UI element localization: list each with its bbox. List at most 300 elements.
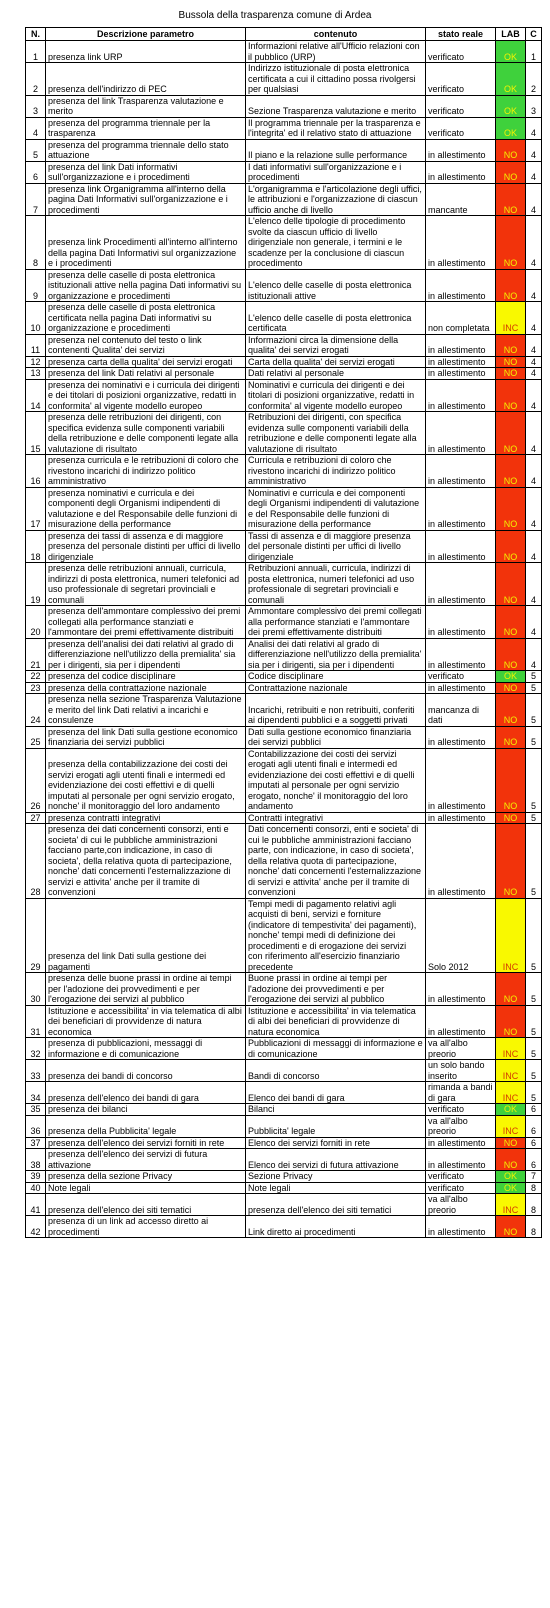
row-number: 21 xyxy=(26,638,46,671)
row-status: in allestimento xyxy=(426,1149,496,1171)
table-row xyxy=(26,694,542,727)
table-row xyxy=(26,379,542,412)
row-lab-status: OK xyxy=(496,1104,526,1116)
row-description: presenza della sezione Privacy xyxy=(46,1171,246,1183)
row-lab-status: NO xyxy=(496,824,526,899)
row-lab-status: NO xyxy=(496,606,526,639)
row-number: 36 xyxy=(26,1115,46,1137)
table-row xyxy=(26,1082,542,1104)
row-lab-status: NO xyxy=(496,183,526,216)
row-category: 5 xyxy=(526,824,542,899)
row-description: presenza del link Dati sulla gestione dei pagamenti xyxy=(46,898,246,973)
row-category: 5 xyxy=(526,898,542,973)
row-status: mancanza di dati xyxy=(426,694,496,727)
row-lab-status: NO xyxy=(496,726,526,748)
row-number: 32 xyxy=(26,1038,46,1060)
row-category: 8 xyxy=(526,1182,542,1194)
row-status: verificato xyxy=(426,1182,496,1194)
table-row xyxy=(26,563,542,606)
row-lab-status: NO xyxy=(496,161,526,183)
row-number: 42 xyxy=(26,1216,46,1238)
table-row xyxy=(26,139,542,161)
row-content: L'elenco delle caselle di posta elettronica istituzionali attive xyxy=(246,269,426,302)
row-number: 37 xyxy=(26,1137,46,1149)
row-status: verificato xyxy=(426,95,496,117)
row-category: 4 xyxy=(526,356,542,368)
row-number: 30 xyxy=(26,973,46,1006)
row-status: in allestimento xyxy=(426,334,496,356)
row-category: 5 xyxy=(526,1005,542,1038)
row-status: non completata xyxy=(426,302,496,335)
row-category: 6 xyxy=(526,1104,542,1116)
row-number: 1 xyxy=(26,41,46,63)
transparency-table xyxy=(25,27,542,1238)
row-category: 5 xyxy=(526,671,542,683)
row-lab-status: NO xyxy=(496,530,526,563)
row-category: 4 xyxy=(526,638,542,671)
row-lab-status: OK xyxy=(496,63,526,96)
row-status: verificato xyxy=(426,117,496,139)
row-category: 3 xyxy=(526,95,542,117)
row-description: presenza del programma triennale per la trasparenza xyxy=(46,117,246,139)
row-status: in allestimento xyxy=(426,530,496,563)
row-content: Analisi dei dati relativi al grado di differenziazione nell'utilizzo della premialita' sia per i dirigenti, sia per i dipendenti xyxy=(246,638,426,671)
row-description: presenza del link Dati relativi al personale xyxy=(46,368,246,380)
table-row xyxy=(26,606,542,639)
row-description: presenza dell'analisi dei dati relativi al grado di differenziazione nell'utilizzo della premialita' sia per i dirigenti, sia per i dipendenti xyxy=(46,638,246,671)
row-status: in allestimento xyxy=(426,412,496,455)
table-row xyxy=(26,334,542,356)
row-content: Nominativi e curricula dei dirigenti e dei titolari di posizioni organizzative, redatti in conformita' al vigente modello europeo xyxy=(246,379,426,412)
row-lab-status: OK xyxy=(496,117,526,139)
row-description: presenza nominativi e curricula e dei componenti degli Organismi indipendenti di valutazione e del Responsabile delle funzioni di misurazione della performance xyxy=(46,487,246,530)
row-description: presenza del programma triennale dello stato attuazione xyxy=(46,139,246,161)
row-category: 5 xyxy=(526,1082,542,1104)
row-content: I dati informativi sull'organizzazione e i procedimenti xyxy=(246,161,426,183)
row-content: Contrattazione nazionale xyxy=(246,682,426,694)
row-number: 24 xyxy=(26,694,46,727)
row-content: Bilanci xyxy=(246,1104,426,1116)
row-lab-status: NO xyxy=(496,748,526,812)
row-category: 4 xyxy=(526,334,542,356)
row-content: Carta della qualita' dei servizi erogati xyxy=(246,356,426,368)
row-number: 34 xyxy=(26,1082,46,1104)
row-number: 33 xyxy=(26,1060,46,1082)
row-category: 5 xyxy=(526,694,542,727)
row-lab-status: NO xyxy=(496,487,526,530)
row-lab-status: NO xyxy=(496,638,526,671)
row-lab-status: INC xyxy=(496,898,526,973)
row-description: presenza carta della qualita' dei servizi erogati xyxy=(46,356,246,368)
row-number: 39 xyxy=(26,1171,46,1183)
row-category: 7 xyxy=(526,1171,542,1183)
row-number: 31 xyxy=(26,1005,46,1038)
row-number: 19 xyxy=(26,563,46,606)
table-row xyxy=(26,161,542,183)
row-category: 4 xyxy=(526,412,542,455)
row-description: Istituzione e accessibilita' in via telematica di albi dei beneficiari di provvidenze di natura economica xyxy=(46,1005,246,1038)
row-number: 25 xyxy=(26,726,46,748)
row-category: 6 xyxy=(526,1149,542,1171)
row-content: Istituzione e accessibilita' in via telematica di albi dei beneficiari di provvidenze di natura economica xyxy=(246,1005,426,1038)
row-content: L'elenco delle caselle di posta elettronica certificata xyxy=(246,302,426,335)
row-content: Sezione Privacy xyxy=(246,1171,426,1183)
table-header-row xyxy=(26,28,542,41)
row-lab-status: NO xyxy=(496,269,526,302)
row-content: Indirizzo istituzionale di posta elettronica certificata a cui il cittadino possa rivolgersi per qualsiasi xyxy=(246,63,426,96)
header-description: Descrizione parametro xyxy=(46,28,246,41)
row-category: 4 xyxy=(526,117,542,139)
row-status: in allestimento xyxy=(426,161,496,183)
row-status: verificato xyxy=(426,41,496,63)
row-description: presenza contratti integrativi xyxy=(46,812,246,824)
table-row xyxy=(26,530,542,563)
row-description: presenza della Pubblicita' legale xyxy=(46,1115,246,1137)
row-number: 9 xyxy=(26,269,46,302)
row-content: Tempi medi di pagamento relativi agli acquisti di beni, servizi e forniture (indicatore di tempestivita' dei pagamenti), nonche' tempi medi di definizione dei procedimenti e di erogazione dei servizi con riferimento all'esercizio finanziario precedente xyxy=(246,898,426,973)
table-row xyxy=(26,216,542,270)
row-number: 35 xyxy=(26,1104,46,1116)
row-number: 15 xyxy=(26,412,46,455)
row-description: presenza delle caselle di posta elettronica certificata nella pagina Dati informativi su organizzazione e procedimenti xyxy=(46,302,246,335)
row-description: presenza delle buone prassi in ordine ai tempi per l'adozione dei provvedimenti e per l'erogazione dei servizi al pubblico xyxy=(46,973,246,1006)
row-number: 41 xyxy=(26,1194,46,1216)
row-status: verificato xyxy=(426,1104,496,1116)
row-number: 10 xyxy=(26,302,46,335)
row-category: 4 xyxy=(526,606,542,639)
row-category: 4 xyxy=(526,183,542,216)
row-lab-status: OK xyxy=(496,95,526,117)
table-row xyxy=(26,183,542,216)
row-lab-status: NO xyxy=(496,973,526,1006)
row-status: verificato xyxy=(426,1171,496,1183)
row-status: in allestimento xyxy=(426,139,496,161)
row-number: 14 xyxy=(26,379,46,412)
table-row xyxy=(26,63,542,96)
row-category: 4 xyxy=(526,269,542,302)
row-status: in allestimento xyxy=(426,748,496,812)
table-row xyxy=(26,824,542,899)
row-status: in allestimento xyxy=(426,1216,496,1238)
row-content: presenza dell'elenco dei siti tematici xyxy=(246,1194,426,1216)
row-description: presenza dell'elenco dei servizi di futura attivazione xyxy=(46,1149,246,1171)
row-lab-status: NO xyxy=(496,455,526,488)
row-description: presenza dell'elenco dei bandi di gara xyxy=(46,1082,246,1104)
row-number: 38 xyxy=(26,1149,46,1171)
row-description: presenza del link Trasparenza valutazione e merito xyxy=(46,95,246,117)
table-row xyxy=(26,726,542,748)
row-status: in allestimento xyxy=(426,812,496,824)
row-lab-status: NO xyxy=(496,694,526,727)
row-status: mancante xyxy=(426,183,496,216)
row-category: 5 xyxy=(526,812,542,824)
table-row xyxy=(26,1137,542,1149)
row-number: 28 xyxy=(26,824,46,899)
row-category: 4 xyxy=(526,530,542,563)
row-lab-status: NO xyxy=(496,682,526,694)
row-description: presenza nella sezione Trasparenza Valutazione e merito del link Dati relativi a incarichi e consulenze xyxy=(46,694,246,727)
row-number: 4 xyxy=(26,117,46,139)
row-category: 5 xyxy=(526,748,542,812)
row-category: 4 xyxy=(526,216,542,270)
row-description: presenza delle retribuzioni annuali, curricula, indirizzi di posta elettronica, numeri telefonici ad uso professionale di segretari provinciali e comunali xyxy=(46,563,246,606)
table-row xyxy=(26,356,542,368)
row-content: Il piano e la relazione sulle performance xyxy=(246,139,426,161)
row-lab-status: NO xyxy=(496,563,526,606)
table-row xyxy=(26,117,542,139)
row-description: presenza link Procedimenti all'interno all'interno della pagina Dati Informativi sul organizzazione e i procedimenti xyxy=(46,216,246,270)
row-category: 5 xyxy=(526,1038,542,1060)
row-number: 18 xyxy=(26,530,46,563)
header-content: contenuto xyxy=(246,28,426,41)
row-category: 4 xyxy=(526,161,542,183)
row-lab-status: INC xyxy=(496,1060,526,1082)
table-row xyxy=(26,1149,542,1171)
table-row xyxy=(26,1060,542,1082)
row-lab-status: NO xyxy=(496,812,526,824)
table-row xyxy=(26,671,542,683)
table-row xyxy=(26,638,542,671)
row-status: verificato xyxy=(426,671,496,683)
row-lab-status: INC xyxy=(496,1038,526,1060)
row-lab-status: NO xyxy=(496,412,526,455)
row-description: presenza curricula e le retribuzioni di coloro che rivestono incarichi di indirizzo politico amministrativo xyxy=(46,455,246,488)
row-status: va all'albo preorio xyxy=(426,1038,496,1060)
row-category: 5 xyxy=(526,973,542,1006)
row-number: 8 xyxy=(26,216,46,270)
row-number: 20 xyxy=(26,606,46,639)
row-lab-status: OK xyxy=(496,1182,526,1194)
table-row xyxy=(26,812,542,824)
row-number: 27 xyxy=(26,812,46,824)
row-lab-status: NO xyxy=(496,334,526,356)
row-lab-status: NO xyxy=(496,1137,526,1149)
table-row xyxy=(26,682,542,694)
row-category: 4 xyxy=(526,368,542,380)
row-content: Elenco dei servizi forniti in rete xyxy=(246,1137,426,1149)
row-category: 5 xyxy=(526,726,542,748)
row-description: presenza del link Dati informativi sull'organizzazione e i procedimenti xyxy=(46,161,246,183)
row-content: Elenco dei servizi di futura attivazione xyxy=(246,1149,426,1171)
row-category: 2 xyxy=(526,63,542,96)
row-description: presenza delle caselle di posta elettronica istituzionali attive nella pagina Dati informativi su organizzazione e procedimenti xyxy=(46,269,246,302)
row-status: in allestimento xyxy=(426,563,496,606)
row-content: Note legali xyxy=(246,1182,426,1194)
page-title: Bussola della trasparenza comune di Ardea xyxy=(178,10,372,21)
row-category: 6 xyxy=(526,1137,542,1149)
row-lab-status: OK xyxy=(496,671,526,683)
row-content: Pubblicazioni di messaggi di informazione e di comunicazione xyxy=(246,1038,426,1060)
row-content: Contratti integrativi xyxy=(246,812,426,824)
row-status: in allestimento xyxy=(426,606,496,639)
row-content: Retribuzioni dei dirigenti, con specifica evidenza sulle componenti variabili della retribuzione e delle componenti legate alla valutazione di risultato xyxy=(246,412,426,455)
table-row xyxy=(26,41,542,63)
row-content: Ammontare complessivo dei premi collegati alla performance stanziati e l'ammontare dei premi effettivamente distribuiti xyxy=(246,606,426,639)
row-number: 29 xyxy=(26,898,46,973)
row-description: presenza del codice disciplinare xyxy=(46,671,246,683)
table-row xyxy=(26,368,542,380)
row-lab-status: NO xyxy=(496,216,526,270)
row-number: 6 xyxy=(26,161,46,183)
row-number: 16 xyxy=(26,455,46,488)
row-lab-status: INC xyxy=(496,1194,526,1216)
row-content: Codice disciplinare xyxy=(246,671,426,683)
row-description: presenza delle retribuzioni dei dirigenti, con specifica evidenza sulle componenti variabili della retribuzione e delle componenti legate alla valutazione di risultato xyxy=(46,412,246,455)
row-status: va all'albo preorio xyxy=(426,1115,496,1137)
row-description: presenza link URP xyxy=(46,41,246,63)
row-lab-status: OK xyxy=(496,1171,526,1183)
row-number: 3 xyxy=(26,95,46,117)
row-description: presenza dei dati concernenti consorzi, enti e societa' di cui le pubbliche amministrazioni facciano parte,con indicazione, in caso di societa', della relativa quota di partecipazione, nonche' dati concernenti l'esternalizzazione di servizi e attivita' anche per il tramite di convenzioni xyxy=(46,824,246,899)
row-lab-status: INC xyxy=(496,1115,526,1137)
row-status: in allestimento xyxy=(426,368,496,380)
row-description: presenza di pubblicazioni, messaggi di informazione e di comunicazione xyxy=(46,1038,246,1060)
row-content: Bandi di concorso xyxy=(246,1060,426,1082)
table-row xyxy=(26,748,542,812)
row-category: 5 xyxy=(526,1060,542,1082)
row-lab-status: NO xyxy=(496,1216,526,1238)
row-content: Contabilizzazione dei costi dei servizi erogati agli utenti finali e intermedi ed evidenziazione dei costi effettivi e di quelli imputati al personale per ogni servizio erogato, nonche' il monitoraggio del loro andamento xyxy=(246,748,426,812)
table-row xyxy=(26,1115,542,1137)
row-lab-status: OK xyxy=(496,41,526,63)
header-num: N. xyxy=(26,28,46,41)
row-lab-status: NO xyxy=(496,368,526,380)
row-lab-status: NO xyxy=(496,356,526,368)
row-description: presenza della contrattazione nazionale xyxy=(46,682,246,694)
row-content: Elenco dei bandi di gara xyxy=(246,1082,426,1104)
table-row xyxy=(26,269,542,302)
row-status: in allestimento xyxy=(426,973,496,1006)
header-lab: LAB xyxy=(496,28,526,41)
row-status: in allestimento xyxy=(426,726,496,748)
row-content: L'elenco delle tipologie di procedimento svolte da ciascun ufficio di livello dirigenziale non generale, i termini e le scadenze per la conclusione di ciascun procedimento xyxy=(246,216,426,270)
table-row xyxy=(26,1194,542,1216)
row-content: Buone prassi in ordine ai tempi per l'adozione dei provvedimenti e per l'erogazione dei servizi al pubblico xyxy=(246,973,426,1006)
row-status: in allestimento xyxy=(426,455,496,488)
row-lab-status: NO xyxy=(496,139,526,161)
row-category: 4 xyxy=(526,487,542,530)
row-number: 12 xyxy=(26,356,46,368)
row-status: in allestimento xyxy=(426,1005,496,1038)
row-status: rimanda a bandi di gara xyxy=(426,1082,496,1104)
row-description: presenza dell'elenco dei siti tematici xyxy=(46,1194,246,1216)
row-content: L'organigramma e l'articolazione degli uffici, le attribuzioni e l'organizzazione di ciascun ufficio anche di livello xyxy=(246,183,426,216)
row-status: in allestimento xyxy=(426,638,496,671)
row-content: Incarichi, retribuiti e non retribuiti, conferiti ai dipendenti pubblici e a soggetti privati xyxy=(246,694,426,727)
table-row xyxy=(26,455,542,488)
row-description: presenza dei tassi di assenza e di maggiore presenza del personale distinti per uffici di livello dirigenziale xyxy=(46,530,246,563)
row-status: in allestimento xyxy=(426,269,496,302)
row-category: 6 xyxy=(526,1115,542,1137)
row-description: presenza nel contenuto del testo o link contenenti Qualita' dei servizi xyxy=(46,334,246,356)
row-number: 11 xyxy=(26,334,46,356)
row-category: 8 xyxy=(526,1194,542,1216)
table-row xyxy=(26,1216,542,1238)
row-status: verificato xyxy=(426,63,496,96)
table-row xyxy=(26,412,542,455)
row-status: va all'albo preorio xyxy=(426,1194,496,1216)
row-content: Informazioni circa la dimensione della qualita' dei servizi erogati xyxy=(246,334,426,356)
row-number: 22 xyxy=(26,671,46,683)
row-description: presenza dei bandi di concorso xyxy=(46,1060,246,1082)
row-description: presenza link Organigramma all'interno della pagina Dati Informativi sull'organizzazione e i procedimenti xyxy=(46,183,246,216)
row-content: Dati sulla gestione economico finanziaria dei servizi pubblici xyxy=(246,726,426,748)
row-description: presenza dei nominativi e i curricula dei dirigenti e dei titolari di posizioni organizzative, redatti in conformita' al vigente modello europeo xyxy=(46,379,246,412)
row-category: 4 xyxy=(526,563,542,606)
table-row xyxy=(26,1104,542,1116)
row-category: 4 xyxy=(526,302,542,335)
row-status: in allestimento xyxy=(426,682,496,694)
row-description: presenza dei bilanci xyxy=(46,1104,246,1116)
row-content: Dati concernenti consorzi, enti e societa' di cui le pubbliche amministrazioni facciano parte, con indicazione, in caso di societa', della relativa quota di partecipazione, nonche' dati concernenti l'esternalizzazione di servizi e attivita' anche per il tramite di convenzioni xyxy=(246,824,426,899)
row-category: 4 xyxy=(526,455,542,488)
row-status: Solo 2012 xyxy=(426,898,496,973)
table-row xyxy=(26,1038,542,1060)
row-content: Retribuzioni annuali, curricula, indirizzi di posta elettronica, numeri telefonici ad uso professionale di segretari provinciali e comunali xyxy=(246,563,426,606)
row-description: presenza dell'ammontare complessivo dei premi collegati alla performance stanziati e l'ammontare dei premi effettivamente distribuiti xyxy=(46,606,246,639)
row-status: un solo bando inserito xyxy=(426,1060,496,1082)
row-lab-status: NO xyxy=(496,1005,526,1038)
row-description: Note legali xyxy=(46,1182,246,1194)
row-lab-status: INC xyxy=(496,1082,526,1104)
row-content: Il programma triennale per la trasparenza e l'integrita' ed il relativo stato di attuazione xyxy=(246,117,426,139)
row-category: 4 xyxy=(526,379,542,412)
table-row xyxy=(26,95,542,117)
row-description: presenza del link Dati sulla gestione economico finanziaria dei servizi pubblici xyxy=(46,726,246,748)
row-content: Nominativi e curricula e dei componenti degli Organismi indipendenti di valutazione e del Responsabile delle funzioni di misurazione della performance xyxy=(246,487,426,530)
row-status: in allestimento xyxy=(426,216,496,270)
row-status: in allestimento xyxy=(426,487,496,530)
table-row xyxy=(26,1171,542,1183)
row-content: Tassi di assenza e di maggiore presenza del personale distinti per uffici di livello dirigenziale xyxy=(246,530,426,563)
row-status: in allestimento xyxy=(426,824,496,899)
row-number: 13 xyxy=(26,368,46,380)
row-content: Curricula e retribuzioni di coloro che rivestono incarichi di indirizzo politico amministrativo xyxy=(246,455,426,488)
row-description: presenza dell'elenco dei servizi forniti in rete xyxy=(46,1137,246,1149)
row-number: 40 xyxy=(26,1182,46,1194)
row-category: 5 xyxy=(526,682,542,694)
table-row xyxy=(26,1182,542,1194)
row-content: Pubblicita' legale xyxy=(246,1115,426,1137)
row-description: presenza di un link ad accesso diretto ai procedimenti xyxy=(46,1216,246,1238)
row-number: 2 xyxy=(26,63,46,96)
row-lab-status: NO xyxy=(496,379,526,412)
row-content: Sezione Trasparenza valutazione e merito xyxy=(246,95,426,117)
row-lab-status: INC xyxy=(496,302,526,335)
row-lab-status: NO xyxy=(496,1149,526,1171)
table-row xyxy=(26,898,542,973)
row-content: Link diretto ai procedimenti xyxy=(246,1216,426,1238)
table-row xyxy=(26,973,542,1006)
row-content: Informazioni relative all'Ufficio relazioni con il pubblico (URP) xyxy=(246,41,426,63)
row-description: presenza dell'indirizzo di PEC xyxy=(46,63,246,96)
row-status: in allestimento xyxy=(426,1137,496,1149)
header-status: stato reale xyxy=(426,28,496,41)
row-number: 7 xyxy=(26,183,46,216)
row-category: 1 xyxy=(526,41,542,63)
table-row xyxy=(26,487,542,530)
row-category: 8 xyxy=(526,1216,542,1238)
row-description: presenza della contabilizzazione dei costi dei servizi erogati agli utenti finali e intermedi ed evidenziazione dei costi effettivi e di quelli imputati al personale per ogni servizio erogato, nonche' il monitoraggio del loro andamento xyxy=(46,748,246,812)
row-number: 23 xyxy=(26,682,46,694)
table-row xyxy=(26,1005,542,1038)
row-number: 5 xyxy=(26,139,46,161)
row-number: 17 xyxy=(26,487,46,530)
row-status: in allestimento xyxy=(426,379,496,412)
header-c: C xyxy=(526,28,542,41)
row-category: 4 xyxy=(526,139,542,161)
row-number: 26 xyxy=(26,748,46,812)
